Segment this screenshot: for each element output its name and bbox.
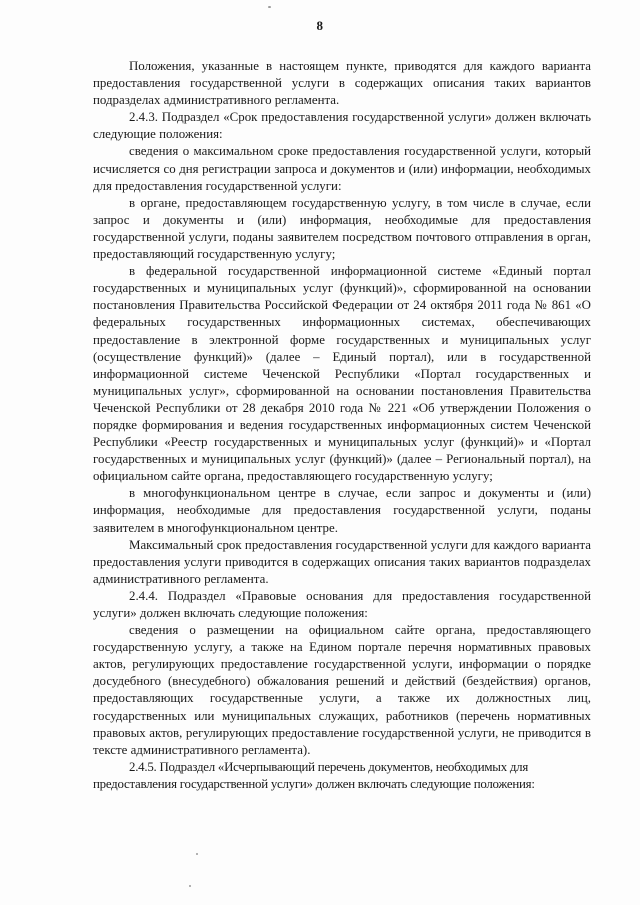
- paragraph-variants-note: Положения, указанные в настоящем пункте, приводятся для каждого варианта предоставления государственной услуги в содержащих описания таких вариантов подразделах административного регламента.: [93, 59, 591, 108]
- paragraph-2-4-3-heading: 2.4.3. Подраздел «Срок предоставления государственной услуги» должен включать следующие положения:: [93, 110, 591, 142]
- scan-artifact: [189, 885, 191, 887]
- scan-artifact: [268, 6, 271, 8]
- paragraph-max-term: сведения о максимальном сроке предоставления государственной услуги, который исчисляется со дня регистрации запроса и документов и (или) информации, необходимых для предоставления государственной услуги:: [93, 144, 591, 193]
- paragraph-2-4-5-heading: 2.4.5. Подраздел «Исчерпывающий перечень документов, необходимых для предоставления государственной услуги» должен включать следующие положения:: [93, 759, 535, 791]
- scan-artifact: [196, 853, 198, 855]
- page-number: 8: [316, 18, 324, 33]
- document-body: [93, 58, 591, 793]
- paragraph-legal-basis: сведения о размещении на официальном сайте органа, предоставляющего государственную услугу, а также на Едином портале перечня нормативных правовых актов, регулирующих предоставление государственной услуги, информации о порядке досудебного (внесудебного) обжалования решений и действий (бездействия) органов, предоставляющих государственные услуги, а также их должностных лиц, государственных или муниципальных служащих, работников (перечень нормативных правовых актов, регулирующих предоставление государственной услуги, не приводится в тексте административного регламента).: [93, 623, 591, 757]
- paragraph-mfc: в многофункциональном центре в случае, если запрос и документы и (или) информация, необходимые для предоставления государственной услуги, поданы заявителем в многофункциональном центре.: [93, 486, 591, 535]
- paragraph-in-agency: в органе, предоставляющем государственную услугу, в том числе в случае, если запрос и документы и (или) информация, необходимые для предоставления государственной услуги, поданы заявителем посредством почтового отправления в орган, предоставляющий государственную услугу;: [93, 195, 591, 262]
- paragraph-max-term-variants: Максимальный срок предоставления государственной услуги для каждого варианта предоставления услуги приводится в содержащих описания таких вариантов подразделах административного регламента.: [93, 537, 591, 586]
- paragraph-2-4-4-heading: 2.4.4. Подраздел «Правовые основания для предоставления государственной услуги» должен включать следующие положения:: [93, 588, 591, 620]
- paragraph-portals: в федеральной государственной информационной системе «Единый портал государственных и муниципальных услуг (функций)», сформированной на основании постановления Правительства Российской Федерации от 24 октября 2011 года № 861 «О федеральных государственных информационных системах, обеспечивающих предоставление в электронной форме государственных и муниципальных услуг (осуществление функций)» (далее – Единый портал), или в государственной информационной системе Чеченской Республики «Портал государственных и муниципальных услуг», сформированной на основании постановления Правительства Чеченской Республики от 28 декабря 2010 года № 221 «Об утверждении Положения о порядке формирования и ведения государственных информационных систем Чеченской Республики «Реестр государственных и муниципальных услуг (функций)» и «Портал государственных и муниципальных услуг (функций)» (далее – Региональный портал), на официальном сайте органа, предоставляющего государственную услугу;: [93, 264, 591, 484]
